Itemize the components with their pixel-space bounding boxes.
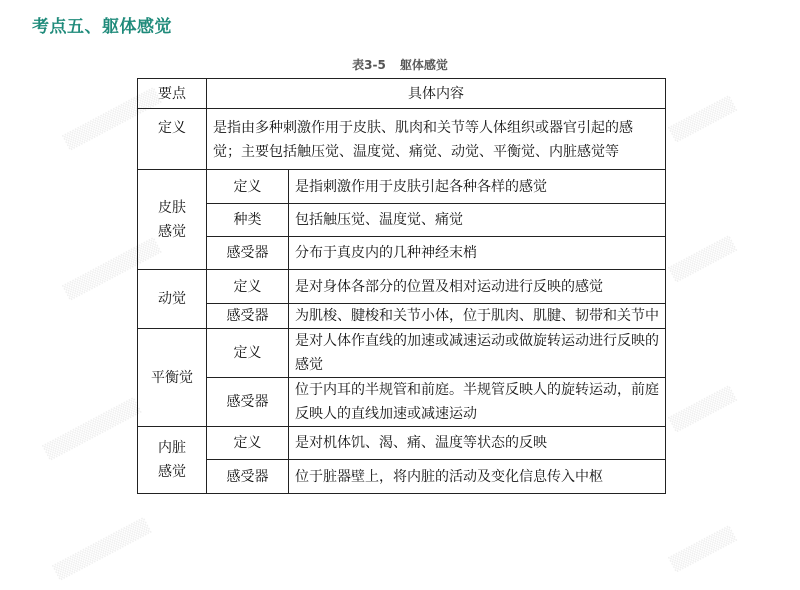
table-number: 表3-5	[352, 58, 386, 72]
table-row	[138, 170, 666, 204]
table-row	[138, 109, 666, 170]
table-row	[138, 270, 666, 304]
group-name-visceral: 内脏感觉	[138, 427, 207, 494]
cell-content: 位于内耳的半规管和前庭。半规管反映人的旋转运动，前庭反映人的直线加速或减速运动	[289, 378, 666, 427]
group-name-kinesthesia: 动觉	[138, 270, 207, 329]
watermark-decoration: ▒▒▒▒▒▒▒▒▒	[61, 236, 162, 302]
sub-label: 种类	[207, 204, 289, 237]
cell-content: 是对人体作直线的加速或减速运动或做旋转运动进行反映的感觉	[289, 329, 666, 378]
cell-content: 分布于真皮内的几种神经末梢	[289, 237, 666, 270]
watermark-decoration: ▒▒▒▒▒▒▒▒▒	[61, 86, 162, 152]
sub-label: 感受器	[207, 237, 289, 270]
sub-label: 定义	[207, 270, 289, 304]
table-row	[138, 378, 666, 427]
table-row	[138, 237, 666, 270]
watermark-decoration: ▒▒▒▒▒▒	[667, 384, 738, 434]
watermark-decoration: ▒▒▒▒▒▒	[667, 94, 738, 144]
watermark-decoration: ▒▒▒▒▒▒▒▒▒	[41, 396, 142, 462]
sub-label: 感受器	[207, 304, 289, 329]
somatic-sensation-table	[137, 78, 666, 494]
cell-content: 是对机体饥、渴、痛、温度等状态的反映	[289, 427, 666, 460]
sub-label: 感受器	[207, 378, 289, 427]
table-row	[138, 460, 666, 494]
table-row	[138, 427, 666, 460]
watermark-decoration: ▒▒▒▒▒▒▒▒▒	[51, 516, 152, 582]
watermark-decoration: ▒▒▒▒▒▒	[667, 234, 738, 284]
row-label-definition: 定义	[138, 109, 207, 170]
sub-label: 定义	[207, 170, 289, 204]
cell-content: 为肌梭、腱梭和关节小体，位于肌肉、肌腱、韧带和关节中	[289, 304, 666, 329]
section-heading: 考点五、躯体感觉	[32, 17, 172, 37]
table-title: 躯体感觉	[399, 58, 448, 72]
table-caption	[0, 56, 800, 73]
table-header-row	[138, 79, 666, 109]
group-name-skin: 皮肤感觉	[138, 170, 207, 270]
header-content: 具体内容	[207, 79, 666, 109]
table-row	[138, 304, 666, 329]
table-row	[138, 329, 666, 378]
cell-content: 是对身体各部分的位置及相对运动进行反映的感觉	[289, 270, 666, 304]
table-row	[138, 204, 666, 237]
cell-content: 是指刺激作用于皮肤引起各种各样的感觉	[289, 170, 666, 204]
group-name-balance: 平衡觉	[138, 329, 207, 427]
definition-content: 是指由多种刺激作用于皮肤、肌肉和关节等人体组织或器官引起的感觉；主要包括触压觉、温度觉、痛觉、动觉、平衡觉、内脏感觉等	[207, 109, 666, 170]
cell-content: 包括触压觉、温度觉、痛觉	[289, 204, 666, 237]
watermark-decoration: ▒▒▒▒▒▒	[667, 524, 738, 574]
sub-label: 感受器	[207, 460, 289, 494]
sub-label: 定义	[207, 427, 289, 460]
cell-content: 位于脏器壁上，将内脏的活动及变化信息传入中枢	[289, 460, 666, 494]
header-key-point: 要点	[138, 79, 207, 109]
sub-label: 定义	[207, 329, 289, 378]
